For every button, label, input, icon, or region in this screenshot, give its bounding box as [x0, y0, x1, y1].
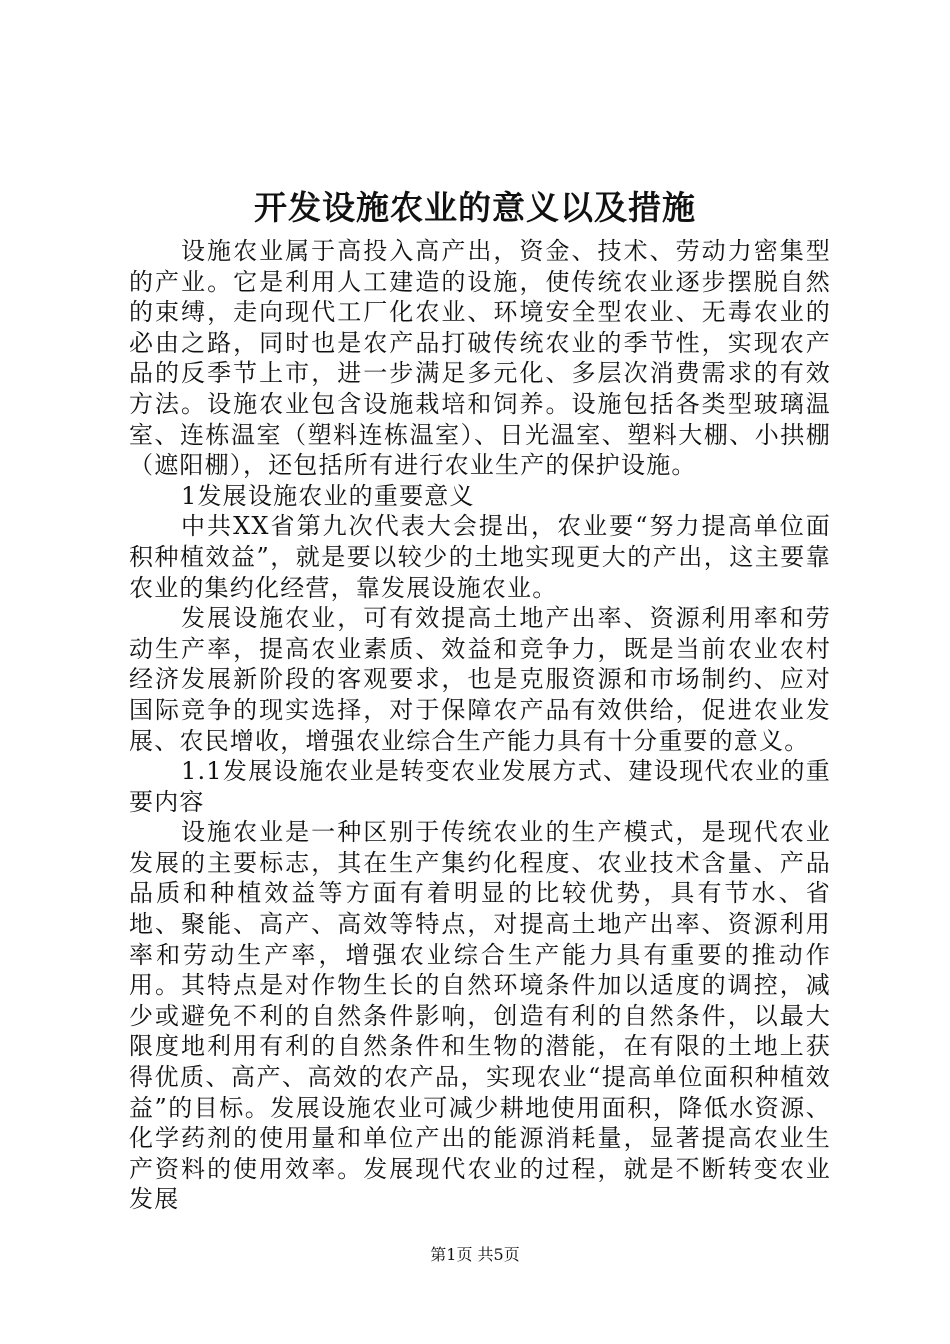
document-title: 开发设施农业的意义以及措施 [254, 188, 696, 227]
paragraph-congress: 中共XX省第九次代表大会提出，农业要“努力提高单位面积种植效益”，就是要以较少的土地实现更大的产出，这主要靠农业的集约化经营，靠发展设施农业。 [129, 512, 831, 602]
paragraph-intro: 设施农业属于高投入高产出，资金、技术、劳动力密集型的产业。它是利用人工建造的设施，使传统农业逐步摆脱自然的束缚，走向现代工厂化农业、环境安全型农业、无毒农业的必由之路，同时也是农产品打破传统农业的季节性，实现农产品的反季节上市，进一步满足多元化、多层次消费需求的有效方法。设施农业包含设施栽培和饲养。设施包括各类型玻璃温室、连栋温室（塑料连栋温室）、日光温室、塑料大棚、小拱棚（遮阳棚），还包括所有进行农业生产的保护设施。 [129, 237, 831, 480]
section-heading-1: 1发展设施农业的重要意义 [181, 481, 475, 510]
section-heading-1-1: 1.1发展设施农业是转变农业发展方式、建设现代农业的重要内容 [129, 757, 831, 816]
page-number-footer: 第1页 共5页 [430, 1245, 520, 1264]
paragraph-significance: 发展设施农业，可有效提高土地产出率、资源利用率和劳动生产率，提高农业素质、效益和竞争力，既是当前农业农村经济发展新阶段的客观要求，也是克服资源和市场制约、应对国际竞争的现实选择，对于保障农产品有效供给，促进农业发展、农民增收，增强农业综合生产能力具有十分重要的意义。 [129, 604, 831, 755]
document-body [129, 236, 831, 1215]
paragraph-modern-agriculture: 设施农业是一种区别于传统农业的生产模式，是现代农业发展的主要标志，其在生产集约化程度、农业技术含量、产品品质和种植效益等方面有着明显的比较优势，具有节水、省地、聚能、高产、高效等特点，对提高土地产出率、资源利用率和劳动生产率，增强农业综合生产能力具有重要的推动作用。其特点是对作物生长的自然环境条件加以适度的调控，减少或避免不利的自然条件影响，创造有利的自然条件，以最大限度地利用有利的自然条件和生物的潜能，在有限的土地上获得优质、高产、高效的农产品，实现农业“提高单位面积种植效益”的目标。发展设施农业可减少耕地使用面积，降低水资源、化学药剂的使用量和单位产出的能源消耗量，显著提高农业生产资料的使用效率。发展现代农业的过程，就是不断转变农业发展 [129, 818, 831, 1214]
